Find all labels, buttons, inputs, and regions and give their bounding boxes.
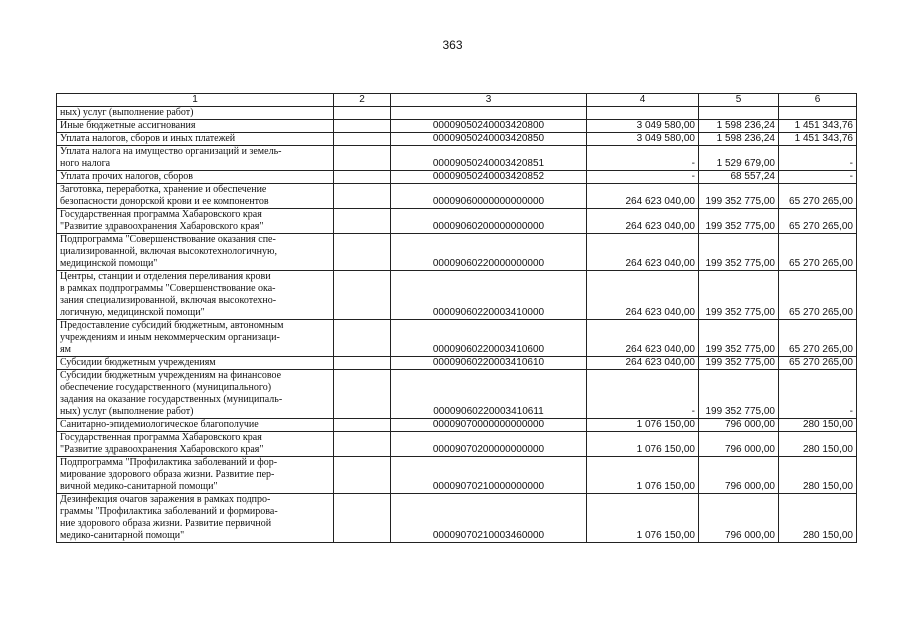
table-row bbox=[57, 419, 857, 432]
budget-code-cell: 00009050240003420800 bbox=[391, 120, 587, 133]
table-row bbox=[57, 120, 857, 133]
table-row bbox=[57, 271, 857, 320]
column-4-value: - bbox=[587, 171, 699, 184]
column-2-cell bbox=[334, 171, 391, 184]
table-row bbox=[57, 184, 857, 209]
column-2-cell bbox=[334, 271, 391, 320]
column-4-value: 264 623 040,00 bbox=[587, 320, 699, 357]
table-row bbox=[57, 494, 857, 543]
column-header: 6 bbox=[779, 94, 857, 107]
column-4-value: - bbox=[587, 370, 699, 419]
column-5-value: 1 598 236,24 bbox=[699, 120, 779, 133]
table-row bbox=[57, 133, 857, 146]
column-5-value: 796 000,00 bbox=[699, 419, 779, 432]
column-2-cell bbox=[334, 419, 391, 432]
row-name-cell bbox=[57, 357, 334, 370]
page-number: 363 bbox=[442, 38, 463, 52]
row-name-line: "Развитие здравоохранения Хабаровского края" bbox=[60, 221, 264, 232]
column-4-value: 1 076 150,00 bbox=[587, 457, 699, 494]
column-4-value: 264 623 040,00 bbox=[587, 234, 699, 271]
column-4-value: 1 076 150,00 bbox=[587, 432, 699, 457]
column-5-value: 1 598 236,24 bbox=[699, 133, 779, 146]
column-4-value: 3 049 580,00 bbox=[587, 133, 699, 146]
row-name-line: граммы "Профилактика заболеваний и формирова- bbox=[60, 506, 278, 517]
row-name-line: Уплата налогов, сборов и иных платежей bbox=[60, 133, 236, 144]
row-name-line: в рамках подпрограммы "Совершенствование ока- bbox=[60, 283, 276, 294]
row-name-line: Государственная программа Хабаровского края bbox=[60, 432, 262, 443]
row-name-line: ние здорового образа жизни. Развитие первичной bbox=[60, 518, 272, 529]
row-name-cell bbox=[57, 120, 334, 133]
row-name-line: "Развитие здравоохранения Хабаровского края" bbox=[60, 444, 264, 455]
row-name-line: обеспечение государственного (муниципального) bbox=[60, 382, 272, 393]
row-name-line: логичную, медицинской помощи" bbox=[60, 307, 205, 318]
row-name-line: Санитарно-эпидемиологическое благополучие bbox=[60, 419, 259, 430]
budget-code-cell: 00009050240003420852 bbox=[391, 171, 587, 184]
table-header-row bbox=[57, 94, 857, 107]
column-6-value: - bbox=[779, 146, 857, 171]
row-name-cell bbox=[57, 234, 334, 271]
column-4-value: 264 623 040,00 bbox=[587, 209, 699, 234]
column-header: 3 bbox=[391, 94, 587, 107]
column-5-value: 199 352 775,00 bbox=[699, 209, 779, 234]
row-name-line: Субсидии бюджетным учреждениям bbox=[60, 357, 216, 368]
column-2-cell bbox=[334, 184, 391, 209]
column-5-value: 68 557,24 bbox=[699, 171, 779, 184]
row-name-line: Дезинфекция очагов заражения в рамках подпро- bbox=[60, 494, 271, 505]
column-6-value: 65 270 265,00 bbox=[779, 209, 857, 234]
table-row bbox=[57, 107, 857, 120]
row-name-line: безопасности донорской крови и ее компонентов bbox=[60, 196, 269, 207]
budget-code-cell: 00009050240003420851 bbox=[391, 146, 587, 171]
row-name-cell bbox=[57, 209, 334, 234]
row-name-line: Подпрограмма "Профилактика заболеваний и фор- bbox=[60, 457, 278, 468]
row-name-line: учреждениям и иным некоммерческим организаци- bbox=[60, 332, 280, 343]
budget-code-cell: 00009060220003410611 bbox=[391, 370, 587, 419]
row-name-cell bbox=[57, 133, 334, 146]
table-row bbox=[57, 320, 857, 357]
row-name-line: медико-санитарной помощи" bbox=[60, 530, 185, 541]
column-4-value: 1 076 150,00 bbox=[587, 419, 699, 432]
column-5-value: 796 000,00 bbox=[699, 494, 779, 543]
column-6-value: - bbox=[779, 171, 857, 184]
column-6-value: 65 270 265,00 bbox=[779, 234, 857, 271]
row-name-cell bbox=[57, 370, 334, 419]
budget-code-cell: 00009070200000000000 bbox=[391, 432, 587, 457]
row-name-line: ям bbox=[60, 344, 71, 355]
column-4-value bbox=[587, 107, 699, 120]
column-6-value: 1 451 343,76 bbox=[779, 120, 857, 133]
column-5-value: 199 352 775,00 bbox=[699, 234, 779, 271]
column-5-value: 199 352 775,00 bbox=[699, 370, 779, 419]
budget-code-cell: 00009070210003460000 bbox=[391, 494, 587, 543]
row-name-line: задания на оказание государственных (муниципаль- bbox=[60, 394, 283, 405]
table-row bbox=[57, 432, 857, 457]
row-name-cell bbox=[57, 419, 334, 432]
row-name-line: Уплата налога на имущество организаций и земель- bbox=[60, 146, 282, 157]
column-5-value: 199 352 775,00 bbox=[699, 357, 779, 370]
column-6-value: 280 150,00 bbox=[779, 457, 857, 494]
column-6-value: 280 150,00 bbox=[779, 432, 857, 457]
row-name-line: ных) услуг (выполнение работ) bbox=[60, 406, 194, 417]
budget-code-cell: 00009060220003410610 bbox=[391, 357, 587, 370]
budget-code-cell: 00009070000000000000 bbox=[391, 419, 587, 432]
column-header: 5 bbox=[699, 94, 779, 107]
table-row bbox=[57, 357, 857, 370]
column-5-value: 796 000,00 bbox=[699, 457, 779, 494]
table-row bbox=[57, 171, 857, 184]
column-2-cell bbox=[334, 494, 391, 543]
table-row bbox=[57, 457, 857, 494]
row-name-cell bbox=[57, 146, 334, 171]
row-name-line: вичной медико-санитарной помощи" bbox=[60, 481, 218, 492]
row-name-line: Предоставление субсидий бюджетным, автономным bbox=[60, 320, 284, 331]
budget-code-cell: 00009060220003410000 bbox=[391, 271, 587, 320]
column-5-value: 199 352 775,00 bbox=[699, 271, 779, 320]
row-name-line: Государственная программа Хабаровского края bbox=[60, 209, 262, 220]
row-name-line: Заготовка, переработка, хранение и обеспечение bbox=[60, 184, 267, 195]
column-2-cell bbox=[334, 234, 391, 271]
column-2-cell bbox=[334, 120, 391, 133]
budget-code-cell: 00009060000000000000 bbox=[391, 184, 587, 209]
row-name-cell bbox=[57, 494, 334, 543]
column-2-cell bbox=[334, 320, 391, 357]
column-2-cell bbox=[334, 209, 391, 234]
column-4-value: 264 623 040,00 bbox=[587, 357, 699, 370]
row-name-cell bbox=[57, 171, 334, 184]
budget-code-cell bbox=[391, 107, 587, 120]
row-name-line: мирование здорового образа жизни. Развитие пер- bbox=[60, 469, 275, 480]
column-5-value: 796 000,00 bbox=[699, 432, 779, 457]
row-name-cell bbox=[57, 271, 334, 320]
column-6-value: 1 451 343,76 bbox=[779, 133, 857, 146]
row-name-line: циализированной, включая высокотехнологичную, bbox=[60, 246, 277, 257]
column-6-value: 280 150,00 bbox=[779, 419, 857, 432]
budget-code-cell: 00009060220000000000 bbox=[391, 234, 587, 271]
column-4-value: 1 076 150,00 bbox=[587, 494, 699, 543]
table-row bbox=[57, 370, 857, 419]
table-row bbox=[57, 146, 857, 171]
column-2-cell bbox=[334, 146, 391, 171]
column-6-value: 280 150,00 bbox=[779, 494, 857, 543]
row-name-line: ного налога bbox=[60, 158, 111, 169]
column-4-value: 3 049 580,00 bbox=[587, 120, 699, 133]
column-5-value: 199 352 775,00 bbox=[699, 184, 779, 209]
column-6-value: 65 270 265,00 bbox=[779, 320, 857, 357]
column-header: 2 bbox=[334, 94, 391, 107]
row-name-cell bbox=[57, 184, 334, 209]
row-name-cell bbox=[57, 320, 334, 357]
row-name-line: Уплата прочих налогов, сборов bbox=[60, 171, 193, 182]
budget-table bbox=[56, 93, 857, 543]
column-5-value: 199 352 775,00 bbox=[699, 320, 779, 357]
column-5-value: 1 529 679,00 bbox=[699, 146, 779, 171]
column-header: 4 bbox=[587, 94, 699, 107]
row-name-cell bbox=[57, 432, 334, 457]
column-5-value bbox=[699, 107, 779, 120]
budget-code-cell: 00009070210000000000 bbox=[391, 457, 587, 494]
table-row bbox=[57, 209, 857, 234]
column-2-cell bbox=[334, 432, 391, 457]
column-2-cell bbox=[334, 107, 391, 120]
row-name-line: ных) услуг (выполнение работ) bbox=[60, 107, 194, 118]
row-name-cell bbox=[57, 457, 334, 494]
column-header: 1 bbox=[57, 94, 334, 107]
column-6-value: 65 270 265,00 bbox=[779, 271, 857, 320]
column-4-value: - bbox=[587, 146, 699, 171]
column-6-value bbox=[779, 107, 857, 120]
row-name-line: Иные бюджетные ассигнования bbox=[60, 120, 196, 131]
row-name-line: медицинской помощи" bbox=[60, 258, 158, 269]
column-6-value: 65 270 265,00 bbox=[779, 357, 857, 370]
column-6-value: - bbox=[779, 370, 857, 419]
budget-code-cell: 00009050240003420850 bbox=[391, 133, 587, 146]
column-6-value: 65 270 265,00 bbox=[779, 184, 857, 209]
row-name-line: зания специализированной, включая высокотехно- bbox=[60, 295, 277, 306]
budget-code-cell: 00009060220003410600 bbox=[391, 320, 587, 357]
column-4-value: 264 623 040,00 bbox=[587, 271, 699, 320]
column-2-cell bbox=[334, 133, 391, 146]
row-name-line: Центры, станции и отделения переливания крови bbox=[60, 271, 271, 282]
budget-code-cell: 00009060200000000000 bbox=[391, 209, 587, 234]
column-2-cell bbox=[334, 457, 391, 494]
table-row bbox=[57, 234, 857, 271]
column-2-cell bbox=[334, 357, 391, 370]
row-name-line: Подпрограмма "Совершенствование оказания спе- bbox=[60, 234, 276, 245]
column-4-value: 264 623 040,00 bbox=[587, 184, 699, 209]
row-name-line: Субсидии бюджетным учреждениям на финансовое bbox=[60, 370, 282, 381]
row-name-cell bbox=[57, 107, 334, 120]
column-2-cell bbox=[334, 370, 391, 419]
